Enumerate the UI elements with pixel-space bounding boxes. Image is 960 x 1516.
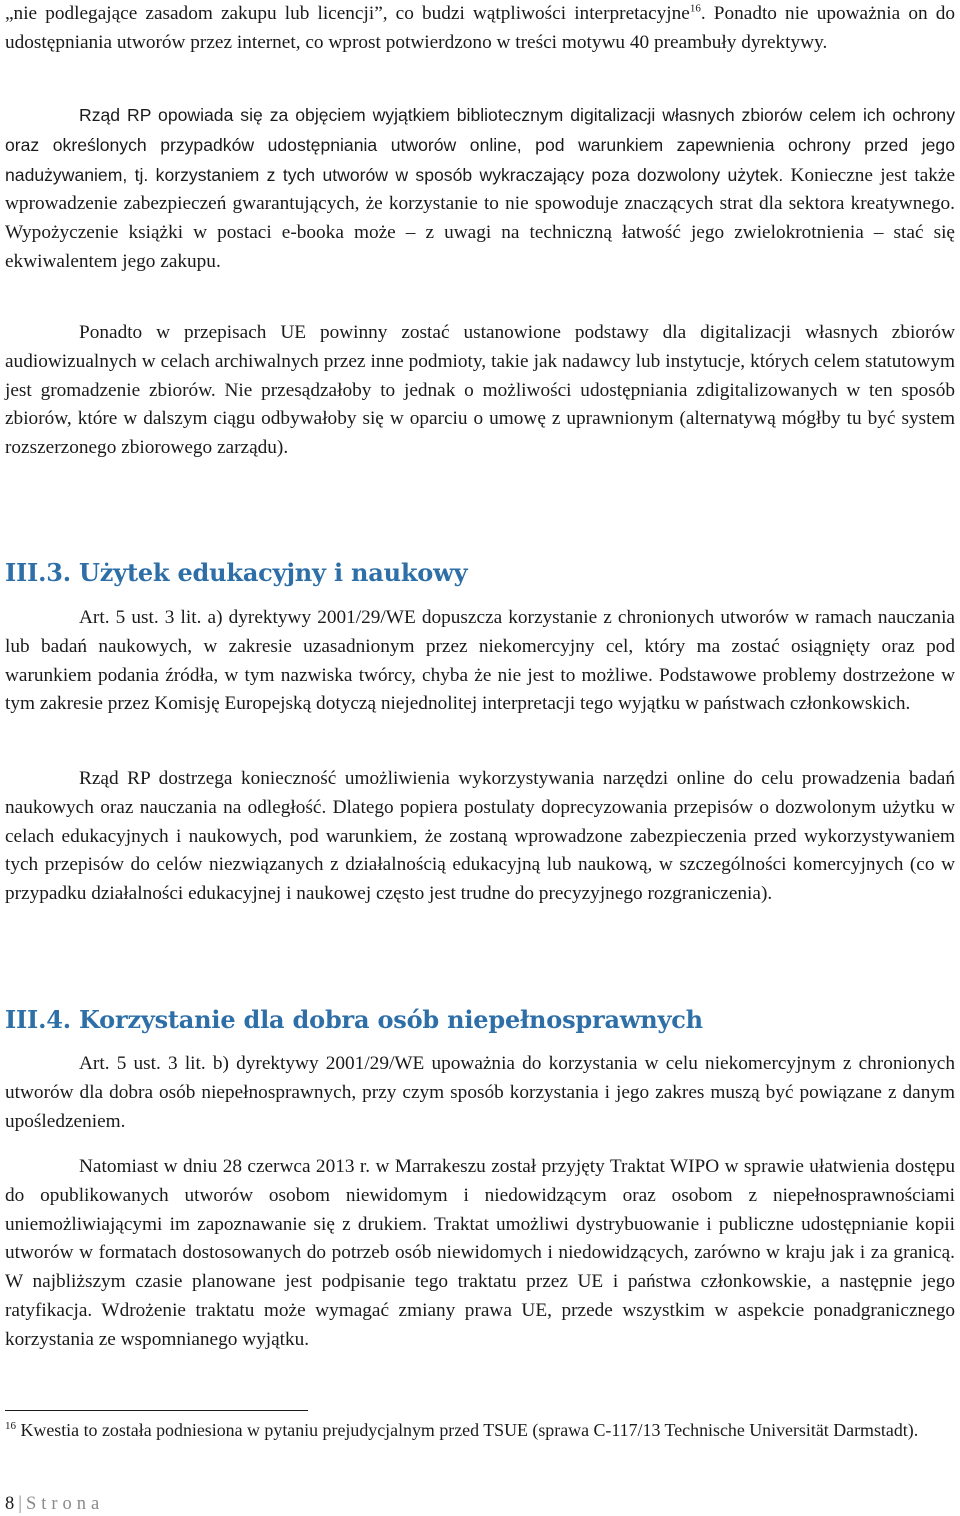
paragraph-section-4-art: Art. 5 ust. 3 lit. b) dyrektywy 2001/29/WE upoważnia do korzystania w celu niekomercyjnym z chronionych utworów dla dobra osób niepełnosprawnych, przy czym sposób korzystania i jego zakres muszą być powiązane z danym upośledzeniem. xyxy=(5,1053,955,1132)
footnote-separator xyxy=(5,1410,308,1411)
paragraph-ponadto: Ponadto w przepisach UE powinny zostać ustanowione podstawy dla digitalizacji własnych zbiorów audiowizualnych w celach archiwalnych przez inne podmioty, takie jak nadawcy lub instytucje, których celem statutowym jest gromadzenie zbiorów. Nie przesądzałoby to jednak o możliwości udostępniania zdigitalizowanych w ten sposób zbiorów, które w dalszym ciągu odbywałoby się w oparciu o umowę z uprawnionym (alternatywą mógłby tu być system rozszerzonego zbiorowego zarządu). xyxy=(5,322,955,459)
section-heading-4: III.4. Korzystanie dla dobra osób niepełnosprawnych xyxy=(5,1005,703,1034)
paragraph-intro xyxy=(5,0,955,58)
paragraph-text: . Ponadto nie upoważnia on do udostępniania utworów przez internet, co wprost potwierdzono w treści motywu 40 preambuły dyrektywy. xyxy=(5,3,955,53)
paragraph-rzad-rp xyxy=(5,101,955,277)
section-heading-3: III.3. Użytek edukacyjny i naukowy xyxy=(5,558,468,587)
paragraph-section-3-art: Art. 5 ust. 3 lit. a) dyrektywy 2001/29/WE dopuszcza korzystanie z chronionych utworów w ramach nauczania lub badań naukowych, w zakresie uzasadnionym przez niekomercyjny cel, który ma zostać osiągnięty oraz pod warunkiem podania źródła, w tym nazwiska twórcy, chyba że nie jest to możliwe. Podstawowe problemy dostrzeżone w tym zakresie przez Komisję Europejską dotyczą niejednolitej interpretacji tego wyjątku w państwach członkowskich. xyxy=(5,607,955,715)
paragraph-text-sans: Rząd RP opowiada się za objęciem wyjątkiem bibliotecznym digitalizacji własnych zbiorów celem ich ochrony oraz określonych przypadków udostępniania utworów online, pod warunkiem zapewnienia ochrony przed jego nadużywaniem, tj. korzystaniem z tych utworów w sposób wykraczający poza dozwolony użytek. xyxy=(5,105,955,185)
paragraph-text: „nie podlegające zasadom zakupu lub licencji”, co budzi wątpliwości interpretacyjne xyxy=(5,3,690,24)
paragraph-section-3-rzad: Rząd RP dostrzega konieczność umożliwienia wykorzystywania narzędzi online do celu prowadzenia badań naukowych oraz nauczania na odległość. Dlatego popiera postulaty doprecyzowania przepisów o dozwolonym użytku w celach edukacyjnych i naukowych, pod warunkiem, że zostaną wprowadzone zabezpieczenia przed wykorzystywaniem tych przepisów do celów niezwiązanych z działalnością edukacyjną lub naukową, w szczególności komercyjnych (co w przypadku działalności edukacyjnej i naukowej często jest trudne do precyzyjnego rozgraniczenia). xyxy=(5,768,955,905)
paragraph-section-4-natomiast: Natomiast w dniu 28 czerwca 2013 r. w Marrakeszu został przyjęty Traktat WIPO w sprawie ułatwienia dostępu do opublikowanych utworów osobom niewidomym i niedowidzącym oraz osobom z niepełnosprawnościami uniemożliwiającymi im zapoznawanie się z drukiem. Traktat umożliwi dystrybuowanie i publiczne udostępnianie kopii utworów w formatach dostosowanych do potrzeb osób niewidomych i niedowidzących, zarówno w kraju jak i za granicą. W najbliższym czasie planowane jest podpisanie tego traktatu przez UE i państwa członkowskie, a następnie jego ratyfikacja. Wdrożenie traktatu może wymagać zmiany prawa UE, przede wszystkim w aspekcie ponadgranicznego korzystania ze wspomnianego wyjątku. xyxy=(5,1156,955,1350)
footnote xyxy=(5,1419,955,1442)
page-number: 8 xyxy=(5,1494,15,1514)
paragraph-text: Konieczne jest także wprowadzenie zabezpieczeń gwarantujących, że korzystanie to nie spowoduje znaczących strat dla sektora kreatywnego. Wypożyczenie książki w postaci e-booka może – z uwagi na techniczną łatwość jego zwielokrotnienia – stać się ekwiwalentem jego zakupu. xyxy=(5,164,956,272)
page-label: Strona xyxy=(25,1494,105,1514)
footnote-reference[interactable]: 16 xyxy=(689,2,701,15)
page-footer xyxy=(5,1492,104,1516)
footnote-text: Kwestia to została podniesiona w pytaniu prejudycjalnym przed TSUE (sprawa C-117/13 Technische Universität Darmstadt). xyxy=(16,1420,919,1440)
footnote-number: 16 xyxy=(5,1420,16,1433)
footer-separator: | xyxy=(18,1494,22,1514)
